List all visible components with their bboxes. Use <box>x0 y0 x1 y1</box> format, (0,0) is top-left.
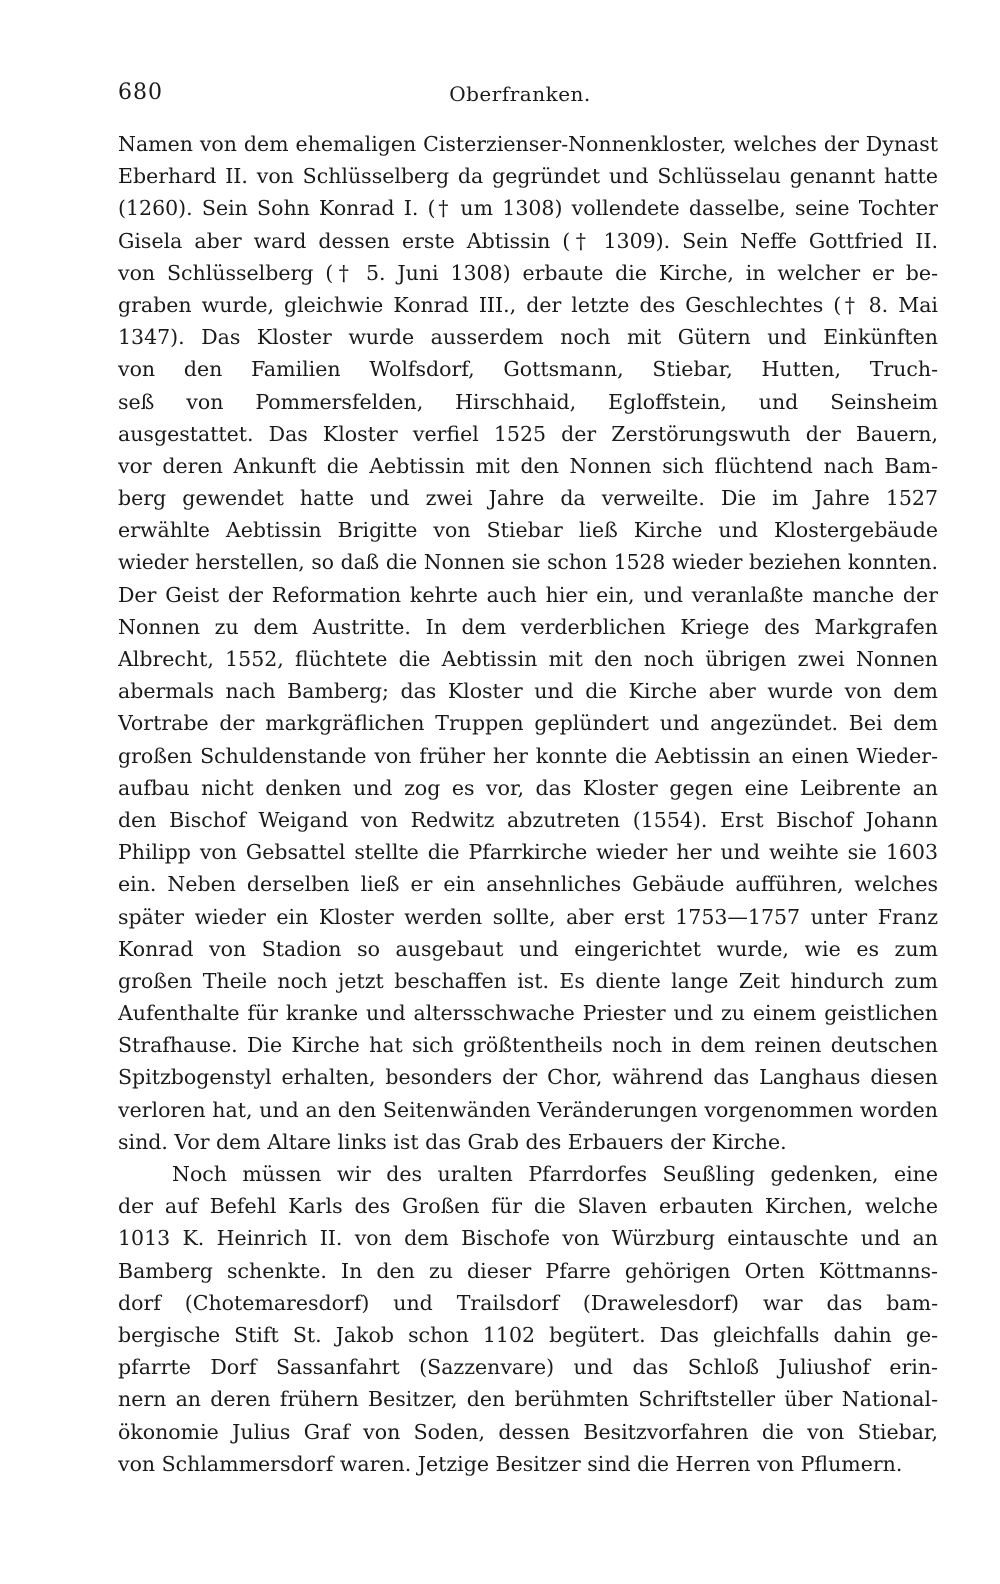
text-line: erwählte Aebtissin Brigitte von Stiebar ließ Kirche und Klostergebäude <box>118 518 938 543</box>
text-line: verloren hat, und an den Seitenwänden Veränderungen vorgenommen worden <box>118 1097 938 1122</box>
text-line: den Bischof Weigand von Redwitz abzutreten (1554). Erst Bischof Johann <box>118 807 938 832</box>
text-line: graben wurde, gleichwie Konrad III., der letzte des Geschlechtes († 8. Mai <box>118 292 938 317</box>
text-line: großen Theile noch jetzt beschaffen ist. Es diente lange Zeit hindurch zum <box>118 968 938 993</box>
text-line: 1347). Das Kloster wurde ausserdem noch mit Gütern und Einkünften <box>118 325 938 350</box>
page-number: 680 <box>118 80 163 105</box>
text-line: Noch müssen wir des uralten Pfarrdorfes Seußling gedenken, eine <box>172 1162 938 1186</box>
paragraph <box>118 1158 938 1480</box>
text-line: Philipp von Gebsattel stellte die Pfarrkirche wieder her und weihte sie 1603 <box>118 840 938 865</box>
text-line: Albrecht, 1552, flüchtete die Aebtissin mit den noch übrigen zwei Nonnen <box>118 647 938 671</box>
text-line: Namen von dem ehemaligen Cisterzienser-Nonnenkloster, welches der Dynast <box>118 132 938 156</box>
text-line: ausgestattet. Das Kloster verfiel 1525 der Zerstörungswuth der Bauern, <box>118 421 938 446</box>
paragraph <box>118 128 938 1158</box>
body-text <box>118 128 938 1480</box>
text-line: Bamberg schenkte. In den zu dieser Pfarre gehörigen Orten Köttmanns- <box>118 1258 938 1283</box>
text-line: ökonomie Julius Graf von Soden, dessen Besitzvorfahren die von Stiebar, <box>118 1419 938 1444</box>
text-line: Aufenthalte für kranke und altersschwache Priester und zu einem geistlichen <box>118 1001 938 1026</box>
text-line: wieder herstellen, so daß die Nonnen sie schon 1528 wieder beziehen konnten. <box>118 550 938 575</box>
running-title: Oberfranken. <box>449 82 591 106</box>
text-line: großen Schuldenstande von früher her konnte die Aebtissin an einen Wieder- <box>118 743 938 768</box>
text-line: berg gewendet hatte und zwei Jahre da verweilte. Die im Jahre 1527 <box>118 486 938 511</box>
text-line: (1260). Sein Sohn Konrad I. († um 1308) vollendete dasselbe, seine Tochter <box>118 196 938 221</box>
text-line: Eberhard II. von Schlüsselberg da gegründet und Schlüsselau genannt hatte <box>118 164 938 189</box>
text-line: aufbau nicht denken und zog es vor, das Kloster gegen eine Leibrente an <box>118 775 938 800</box>
text-line: seß von Pommersfelden, Hirschhaid, Egloffstein, und Seinsheim <box>118 389 938 414</box>
text-line: vor deren Ankunft die Aebtissin mit den Nonnen sich flüchtend nach Bam- <box>118 453 938 478</box>
text-line: nern an deren frühern Besitzer, den berühmten Schriftsteller über National- <box>118 1387 938 1412</box>
text-line: Konrad von Stadion so ausgebaut und eingerichtet wurde, wie es zum <box>118 936 938 961</box>
text-line: sind. Vor dem Altare links ist das Grab des Erbauers der Kirche. <box>118 1129 787 1154</box>
text-line: von Schlammersdorf waren. Jetzige Besitzer sind die Herren von Pflumern. <box>118 1451 903 1476</box>
text-line: Spitzbogenstyl erhalten, besonders der Chor, während das Langhaus diesen <box>118 1065 938 1090</box>
text-line: bergische Stift St. Jakob schon 1102 begütert. Das gleichfalls dahin ge- <box>118 1322 938 1347</box>
text-line: Der Geist der Reformation kehrte auch hier ein, und veranlaßte manche der <box>118 582 938 607</box>
page-header <box>118 80 922 114</box>
text-line: Nonnen zu dem Austritte. In dem verderblichen Kriege des Markgrafen <box>118 614 938 639</box>
text-line: Gisela aber ward dessen erste Abtissin († 1309). Sein Neffe Gottfried II. <box>118 228 938 253</box>
text-line: von den Familien Wolfsdorf, Gottsmann, Stiebar, Hutten, Truch- <box>118 357 938 382</box>
text-line: abermals nach Bamberg; das Kloster und die Kirche aber wurde von dem <box>118 679 938 704</box>
text-line: von Schlüsselberg († 5. Juni 1308) erbaute die Kirche, in welcher er be- <box>118 260 938 285</box>
text-line: später wieder ein Kloster werden sollte, aber erst 1753—1757 unter Franz <box>118 904 938 929</box>
text-line: 1013 K. Heinrich II. von dem Bischofe von Würzburg eintauschte und an <box>118 1226 938 1251</box>
text-line: der auf Befehl Karls des Großen für die Slaven erbauten Kirchen, welche <box>118 1194 938 1219</box>
text-line: Vortrabe der markgräflichen Truppen geplündert und angezündet. Bei dem <box>118 711 938 736</box>
text-line: ein. Neben derselben ließ er ein ansehnliches Gebäude aufführen, welches <box>118 872 938 897</box>
text-line: dorf (Chotemaresdorf) und Trailsdorf (Drawelesdorf) war das bam- <box>118 1290 938 1315</box>
text-line: Strafhause. Die Kirche hat sich größtentheils noch in dem reinen deutschen <box>118 1033 938 1058</box>
text-line: pfarrte Dorf Sassanfahrt (Sazzenvare) und das Schloß Juliushof erin- <box>118 1355 938 1380</box>
